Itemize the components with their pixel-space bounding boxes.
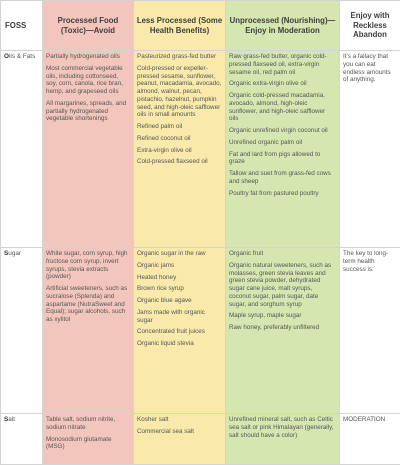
list-item: Cold-pressed or expeller-pressed sesame, sunflower, peanut, macadamia, avocado, almond, walnut, pecan, pistachio, hazelnut, pumpkin seed, and high-oleic safflower oils in small amounts: [137, 65, 222, 119]
header-unprocessed: Unprocessed (Nourishing)— Enjoy in Moderation: [226, 1, 340, 51]
list-item: Raw grass-fed butter, organic cold-pressed flaxseed oil, extra-virgin sesame oil, red palm oil: [229, 53, 336, 76]
list-item: Kosher salt: [137, 416, 222, 424]
list-item: Pasteurized grass-fed butter: [137, 53, 222, 61]
row-label-rest: alt: [8, 416, 15, 423]
cell-enjoy: [340, 414, 400, 465]
cell-processed: [43, 248, 134, 414]
list-item: Raw honey, preferably unfiltered: [229, 324, 336, 332]
list-item: Organic jams: [137, 262, 222, 270]
cell-less-processed: [134, 248, 226, 414]
list-item: Poultry fat from pastured poultry: [229, 190, 336, 198]
row-initial: O: [4, 53, 9, 60]
cell-processed: [43, 51, 134, 248]
cell-enjoy: [340, 248, 400, 414]
list-item: Brown rice syrup: [137, 285, 222, 293]
list-item: Partially hydrogenated oils: [46, 53, 130, 61]
row-label-salt: [1, 414, 43, 465]
list-item: Unrefined mineral salt, such as Celtic sea salt or pink Himalayan (generally, salt should have a color): [229, 416, 336, 439]
list-item: Artificial sweeteners, such as sucralose (Splenda) and aspartame (NutraSweet and Equal); sugar alcohols, such as xylitol: [46, 285, 130, 324]
list-item: Organic sugar in the raw: [137, 250, 222, 258]
header-processed: Processed Food (Toxic)—Avoid: [43, 1, 134, 51]
list-item: Concentrated fruit juices: [137, 328, 222, 336]
list-item: Extra-virgin olive oil: [137, 147, 222, 155]
list-item: Tallow and suet from grass-fed cows and sheep: [229, 170, 336, 186]
header-enjoy: Enjoy with Reckless Abandon: [340, 1, 400, 51]
list-item: Fat and lard from pigs allowed to graze: [229, 151, 336, 167]
list-item: MODERATION: [343, 416, 397, 424]
header-row: [1, 1, 400, 51]
header-less-processed: Less Processed (Some Health Benefits): [134, 1, 226, 51]
list-item: Maple syrup, maple sugar: [229, 312, 336, 320]
list-item: Organic blue agave: [137, 297, 222, 305]
cell-unprocessed: [226, 248, 340, 414]
header-foss: FOSS: [1, 1, 43, 51]
row-label-rest: ugar: [8, 250, 21, 257]
list-item: Refined coconut oil: [137, 135, 222, 143]
list-item: Most commercial vegetable oils, including cottonseed, soy, corn, canola, rice bran, hemp, and grapeseed oils: [46, 65, 130, 96]
list-item: Organic extra-virgin olive oil: [229, 80, 336, 88]
cell-enjoy: [340, 51, 400, 248]
list-item: Organic unrefined virgin coconut oil: [229, 127, 336, 135]
list-item: The key to long-term health success is:: [343, 250, 397, 273]
list-item: Organic cold-pressed macadamia, avocado, almond, high-oleic sunflower, and high-oleic safflower oils: [229, 92, 336, 123]
cell-processed: [43, 414, 134, 465]
cell-unprocessed: [226, 414, 340, 465]
list-item: Organic liquid stevia: [137, 340, 222, 348]
list-item: It’s a fallacy that you can eat endless amounts of anything.: [343, 53, 397, 84]
list-item: Jams made with organic sugar: [137, 309, 222, 325]
cell-less-processed: [134, 51, 226, 248]
row-initial: S: [4, 416, 8, 423]
row-label-sugar: [1, 248, 43, 414]
row-oils-fats: [1, 51, 400, 248]
row-label-rest: ils & Fats: [9, 53, 35, 60]
list-item: Organic fruit: [229, 250, 336, 258]
list-item: Heated honey: [137, 274, 222, 282]
cell-less-processed: [134, 414, 226, 465]
list-item: Monosodium glutamate (MSG): [46, 436, 130, 452]
list-item: White sugar, corn syrup, high fructose corn syrup, invert syrups, stevia extracts (powder): [46, 250, 130, 281]
row-initial: S: [4, 250, 8, 257]
row-sugar: [1, 248, 400, 414]
list-item: Table salt, sodium nitrite, sodium nitrate: [46, 416, 130, 432]
list-item: All margarines, spreads, and partially hydrogenated vegetable shortenings: [46, 100, 130, 123]
list-item: Unrefined organic palm oil: [229, 139, 336, 147]
list-item: Cold-pressed flaxseed oil: [137, 158, 222, 166]
list-item: Commercial sea salt: [137, 428, 222, 436]
cell-unprocessed: [226, 51, 340, 248]
list-item: Organic natural sweeteners, such as molasses, green stevia leaves and green stevia powder, dehydrated sugar cane juice, malt syrups, coconut sugar, palm sugar, date sugar, and sorghum syrup: [229, 262, 336, 309]
row-salt: [1, 414, 400, 465]
row-label-oils-fats: [1, 51, 43, 248]
list-item: Refined palm oil: [137, 123, 222, 131]
